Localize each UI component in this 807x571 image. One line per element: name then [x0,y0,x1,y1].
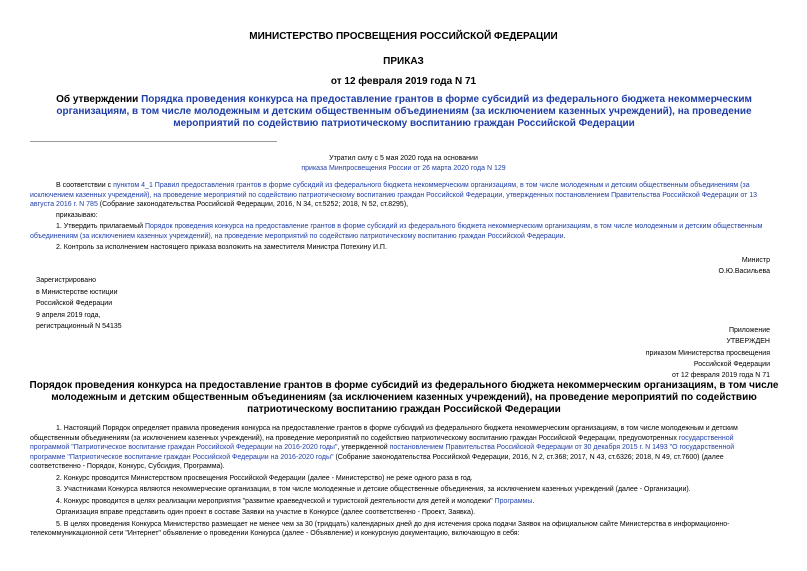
text-span: (Собрание законодательства Российской Федерации, 2016, N 34, ст.5252; 2018, N 52, ст.8295), [97,201,409,208]
signature-block [718,255,770,277]
resolution-link[interactable]: постановлением Правительства Российской Федерации от 30 декабря 2015 г. N 1493 "О государственной программе "Патриотическое воспитание граждан Российской Федерации на 2016-2020 годы" [30,444,735,461]
programma-link[interactable]: Программы [494,497,533,505]
item-2: 2. Контроль за исполнением настоящего приказа возложить на заместителя Министра Потехину И.П. [56,244,387,251]
preamble-paragraph [30,181,770,210]
text-span: . [563,232,566,240]
order-body [30,424,770,539]
text-span: , утвержденной [337,444,390,451]
divider [30,141,277,142]
doc-type-heading: ПРИКАЗ [383,56,424,67]
ministry-heading: МИНИСТЕРСТВО ПРОСВЕЩЕНИЯ РОССИЙСКОЙ ФЕДЕРАЦИИ [249,31,558,42]
order-paragraph-5: 5. В целях проведения Конкурса Министерство размещает не менее чем за 30 (тридцать) календарных дней до дня истечения срока подачи Заявок на официальном сайте Министерства в информационно-телекоммуникационной сети "Интернет" объявление о проведении Конкурса (далее - Объявление) и конкурсную документацию, включающую в себя: [30,520,730,537]
signature-role: Министр [741,257,770,264]
procedure-link[interactable]: Порядок проведения конкурса на предоставление грантов в форме субсидий из федерального бюджета некоммерческим организациям, в том числе молодежным и детским общественным объединениям (за исключением казенных учреждений), на проведение мероприятий по содействию патриотическому воспитанию граждан Российской Федерации [30,223,763,240]
order-paragraph-2: 2. Конкурс проводится Министерством просвещения Российской Федерации (далее - Министерство) не реже одного раза в год. [56,474,473,482]
text-span: . [532,497,535,505]
order-paragraph-1 [30,424,770,472]
order-title: Порядок проведения конкурса на предоставление грантов в форме субсидий из федерального бюджета некоммерческим организациям, в том числе молодежным и детским общественным объединениям (за исключением казенных учреждений), на проведение мероприятий по содействию патриотическому воспитанию граждан Российской Федерации [29,380,779,415]
appendix-block [646,325,770,381]
registration-line: в Министерстве юстиции [36,288,118,296]
appendix-line: УТВЕРЖДЕН [726,338,770,346]
title-prefix: Об утверждении [56,94,142,105]
appendix-line: Приложение [728,327,770,334]
appendix-line: от 12 февраля 2019 года N 71 [672,372,770,380]
doc-title [28,94,780,130]
order-paragraph-4 [30,497,770,507]
text-span: (Собрание законодательства Российской Федерации, 2016, N 2, ст.368; 2017, N 43, ст.6326; 2018, N 49, ст.7600) (далее соответственно - Порядок, Конкурс, Субсидия, Программа). [30,453,724,470]
doc-date: от 12 февраля 2019 года N 71 [330,76,477,87]
registration-line: Российской Федерации [36,300,113,307]
text-span: 1. Настоящий Порядок определяет правила проведения конкурса на предоставление грантов в форме субсидий из федерального бюджета некоммерческим организациям, в том числе молодежным и детским общественным объединениям (за исключением казенных учреждений), на проведение мероприятий по содействию патриотическому воспитанию граждан Российской Федерации, предусмотренных [30,425,738,442]
rules-link[interactable]: пунктом 4_1 Правил предоставления грантов в форме субсидий из федерального бюджета некоммерческим организациям, в том числе молодежным и детским общественным объединениям (за исключением казенных учреждений), на проведение мероприятий по содействию патриотическому воспитанию граждан Российской Федерации, утвержденных постановлением Правительства Российской Федерации от 13 августа 2016 г. N 785 [30,182,758,208]
registration-line: 9 апреля 2019 года, [36,311,101,319]
status-link[interactable]: приказа Минпросвещения России от 26 марта 2020 года N 129 [301,165,506,172]
order-paragraph-4b: Организация вправе представить один проект в составе Заявки на участие в Конкурсе (далее соответственно - Проект, Заявка). [56,509,476,516]
signature-name: О.Ю.Васильева [718,268,770,275]
preamble [30,181,770,253]
registration-line: Зарегистрировано [36,277,96,284]
title-link[interactable]: Порядка проведения конкурса на предоставление грантов в форме субсидий из федерального бюджета некоммерческим организациям, в том числе молодежным и детским общественным объединениям (за исключением казенных учреждений), на проведение мероприятий по содействию патриотическому воспитанию граждан Российской Федерации [56,94,752,129]
appendix-line: приказом Министерства просвещения [645,349,770,357]
text-span: В соответствии с [56,182,114,189]
status-line: Утратил силу с 5 мая 2020 года на основании [329,155,478,162]
program-link[interactable]: государственной программой "Патриотическое воспитание граждан Российской Федерации на 2016-2020 годы" [30,434,734,451]
registration-block [36,275,122,333]
text-span: 1. Утвердить прилагаемый [56,223,145,230]
status-note [0,154,807,174]
order-paragraph-3: 3. Участниками Конкурса являются некоммерческие организации, в том числе молодежные и детские общественные объединения, за исключением казенных учреждений (далее - Организации). [56,486,691,493]
text-span: 4. Конкурс проводится в целях реализации мероприятия "развитие краеведческой и туристской деятельности для детей и молодежи" [56,497,495,505]
appendix-line: Российской Федерации [693,360,770,368]
registration-line: регистрационный N 54135 [36,323,122,330]
order-word: приказываю: [56,211,98,219]
item-1 [30,222,770,241]
